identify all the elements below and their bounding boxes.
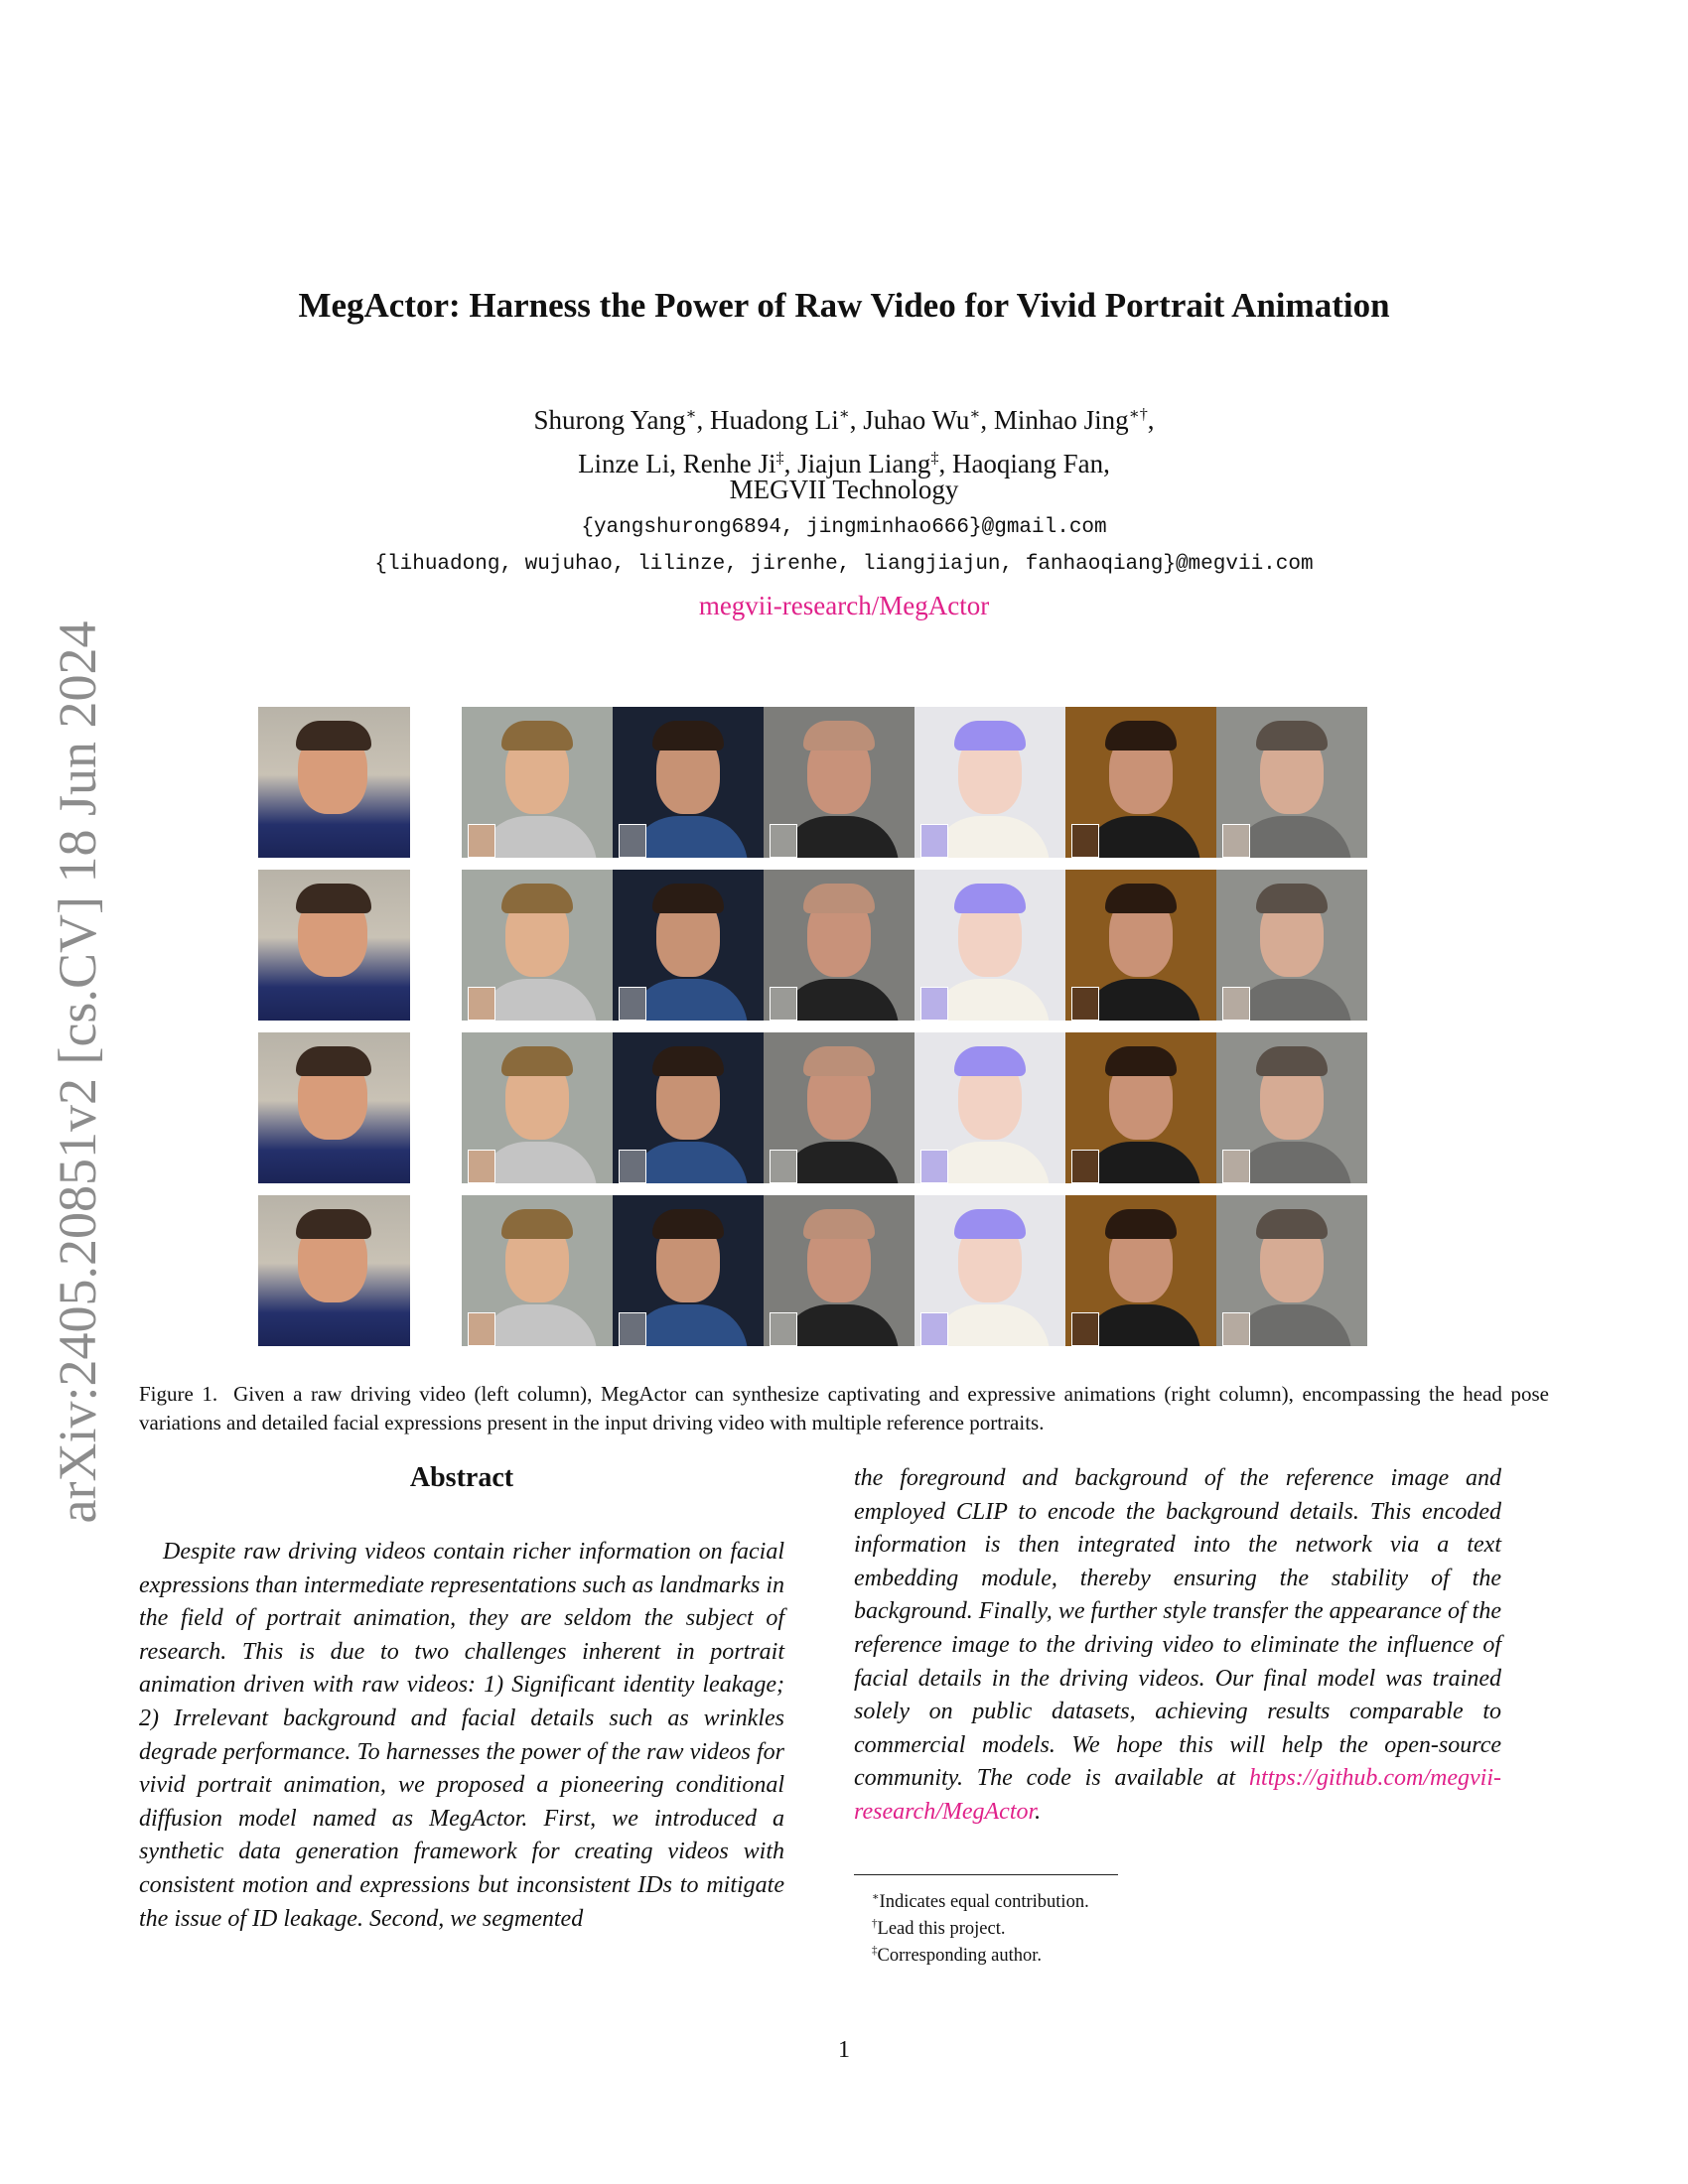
- footnote-text: Indicates equal contribution.: [879, 1892, 1089, 1913]
- result-portrait: [1216, 1032, 1367, 1183]
- result-portrait: [1065, 707, 1216, 858]
- affiliation: MEGVII Technology: [729, 475, 959, 504]
- footnote-text: Lead this project.: [877, 1919, 1006, 1940]
- footnote-mark: ∗: [872, 1891, 880, 1903]
- result-portrait: [462, 1195, 613, 1346]
- result-portrait: [764, 707, 914, 858]
- author-name: Haoqiang Fan,: [951, 449, 1110, 478]
- result-portrait: [764, 1195, 914, 1346]
- author-name: Linze Li: [578, 449, 670, 478]
- author-mark: ∗: [685, 405, 697, 423]
- result-portrait: [764, 1032, 914, 1183]
- figure-row-2: [258, 870, 1376, 1021]
- code-link[interactable]: https://github.com/megvii-research/MegActor: [854, 1765, 1501, 1825]
- author-name: Jiajun Liang: [797, 449, 931, 478]
- result-portrait: [764, 870, 914, 1021]
- abstract-text-right-body: the foreground and background of the reference image and employed CLIP to encode the background details. This encoded information is then integrated into the network via a text embedding module, thereby ensuring the stability of the background. Finally, we further style transfer the appearance of the reference image to the driving video to eliminate the influence of facial details in the driving videos. Our final model was trained solely on public datasets, achieving results comparable to commercial models. We hope this will help the open-source community. The code is available at: [854, 1465, 1501, 1792]
- paper-title: MegActor: Harness the Power of Raw Video for Vivid Portrait Animation: [298, 286, 1390, 325]
- author-mark: ∗: [969, 405, 981, 423]
- result-portrait: [613, 1195, 764, 1346]
- footnote-text: Corresponding author.: [877, 1946, 1042, 1967]
- author-mark: ∗: [838, 405, 850, 423]
- page-number: 1: [838, 2037, 850, 2063]
- footnote-mark: †: [872, 1918, 878, 1930]
- driving-frame: [258, 1195, 410, 1346]
- abstract-text-left: Despite raw driving videos contain richer information on facial expressions than intermediate representations such as landmarks in the field of portrait animation, they are seldom the subject of research. This is due to two challenges inherent in portrait animation driven with raw videos: 1) Significant identity leakage; 2) Irrelevant background and facial details such as wrinkles degrade performance. To harnesses the power of the raw videos for vivid portrait animation, we proposed a pioneering conditional diffusion model named as MegActor. First, we introduced a synthetic data generation framework for creating videos with consistent motion and expressions but inconsistent IDs to mitigate the issue of ID leakage. Second, we segmented: [139, 1539, 784, 1932]
- code-link-end: .: [1035, 1798, 1042, 1825]
- author-list: [298, 395, 1390, 482]
- abstract-text-right: [854, 1462, 1501, 1830]
- driving-frame: [258, 870, 410, 1021]
- footnote-rule: [854, 1874, 1118, 1875]
- caption-text: Given a raw driving video (left column), MegActor can synthesize captivating and expressive animations (right column), encompassing the head pose variations and detailed facial expressions present in the input driving video with multiple reference portraits.: [139, 1382, 1549, 1434]
- figure-row-4: [258, 1195, 1376, 1346]
- figure-row-1: [258, 707, 1376, 858]
- author-name: Renhe Ji: [682, 449, 776, 478]
- result-portrait: [914, 870, 1065, 1021]
- abstract-heading: Abstract: [409, 1462, 514, 1493]
- author-name: Juhao Wu: [863, 405, 970, 435]
- result-portrait: [462, 707, 613, 858]
- result-portrait: [1065, 1032, 1216, 1183]
- result-portrait: [914, 1195, 1065, 1346]
- author-mark: ‡: [775, 449, 784, 467]
- author-line-1: Shurong Yang∗, Huadong Li∗, Juhao Wu∗, Minhao Jing∗†,: [533, 405, 1155, 435]
- result-portrait: [462, 1032, 613, 1183]
- author-mark: ∗†: [1128, 405, 1148, 423]
- driving-frame: [258, 1032, 410, 1183]
- result-portrait: [914, 707, 1065, 858]
- caption-label: Figure 1.: [139, 1382, 218, 1406]
- result-portrait: [1216, 707, 1367, 858]
- author-name: Shurong Yang: [533, 405, 686, 435]
- result-portrait: [1216, 1195, 1367, 1346]
- result-portrait: [613, 1032, 764, 1183]
- result-portrait: [1065, 870, 1216, 1021]
- repo-link[interactable]: megvii-research/MegActor: [698, 591, 990, 620]
- author-name: Huadong Li: [710, 405, 839, 435]
- email-line-2: {lihuadong, wujuhao, lilinze, jirenhe, liangjiajun, fanhaoqiang}@megvii.com: [374, 553, 1314, 576]
- result-portrait: [1065, 1195, 1216, 1346]
- email-line-1: {yangshurong6894, jingminhao666}@gmail.com: [581, 516, 1107, 539]
- arxiv-stamp: arXiv:2405.20851v2 [cs.CV] 18 Jun 2024: [48, 620, 107, 1524]
- result-portrait: [613, 870, 764, 1021]
- footnote-3: [872, 1938, 1042, 1969]
- author-line-2: Linze Li, Renhe Ji‡, Jiajun Liang‡, Haoqiang Fan,: [578, 449, 1110, 478]
- footnote-mark: ‡: [872, 1945, 878, 1957]
- result-portrait: [462, 870, 613, 1021]
- figure-row-3: [258, 1032, 1376, 1183]
- figure-caption: [139, 1380, 1549, 1437]
- result-portrait: [613, 707, 764, 858]
- author-name: Minhao Jing: [993, 405, 1129, 435]
- author-mark: ‡: [930, 449, 939, 467]
- driving-frame: [258, 707, 410, 858]
- result-portrait: [914, 1032, 1065, 1183]
- result-portrait: [1216, 870, 1367, 1021]
